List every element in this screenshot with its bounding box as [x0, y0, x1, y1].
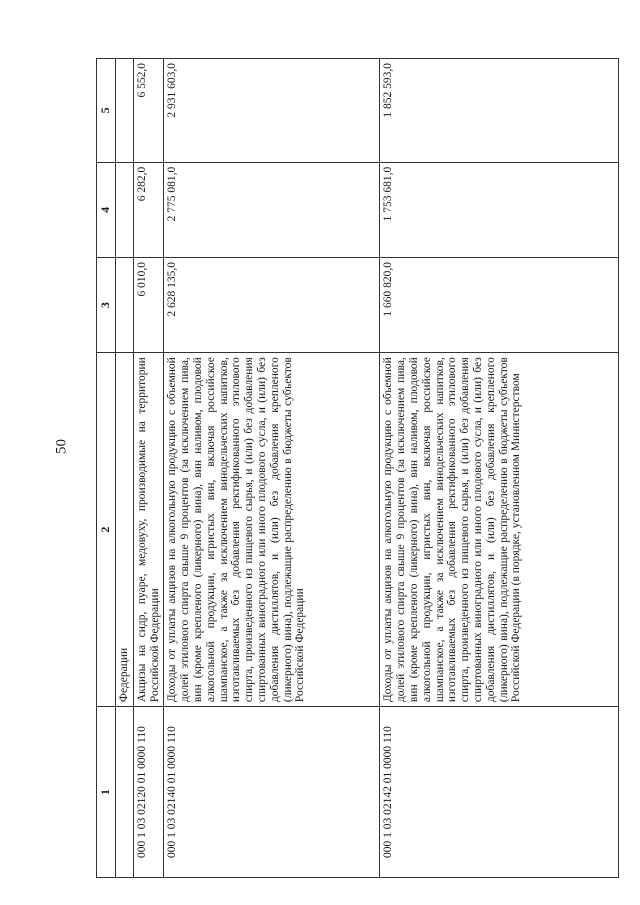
value-cell — [116, 162, 134, 257]
value-col-5: 6 552,0 — [133, 59, 164, 163]
header-col-3: 3 — [97, 257, 116, 352]
budget-code: 000 1 03 02142 01 0000 110 — [380, 707, 619, 878]
revenue-table — [96, 58, 619, 878]
continuation-text: Федерации — [116, 353, 134, 707]
value-cell — [116, 257, 134, 352]
revenue-description: Акцизы на сидр, пуаре, медовуху, производимые на территории Российской Федерации — [133, 353, 164, 707]
budget-code: 000 1 03 02120 01 0000 110 — [133, 707, 164, 878]
value-col-3: 6 010,0 — [133, 257, 164, 352]
value-col-5: 2 931 603,0 — [164, 59, 380, 163]
header-col-5: 5 — [97, 59, 116, 163]
table-row-continuation — [116, 59, 134, 878]
value-col-3: 1 660 820,0 — [380, 257, 619, 352]
table-row — [380, 59, 619, 878]
header-col-1: 1 — [97, 707, 116, 878]
revenue-description: Доходы от уплаты акцизов на алкогольную продукцию с объемной долей этилового спирта свыше 9 процентов (за исключением пива, вин (кроме крепленого (ликерного) вина), вин наливом, плодовой алкогольной продукции, игристых вин, включая российское шампанское, а также за исключением винодельческих напитков, изготавливаемых без добавления ректификованного этилового спирта, произведенного из пищевого сырья, и (или) без добавления спиртованных виноградного или иного плодового сусла, и (или) без добавления дистиллятов, и (или) без добавления крепленого (ликерного) вина), подлежащие распределению в бюджеты субъектов Российской Федерации — [164, 353, 380, 707]
value-col-3: 2 628 135,0 — [164, 257, 380, 352]
value-col-4: 6 282,0 — [133, 162, 164, 257]
value-cell — [116, 59, 134, 163]
header-col-4: 4 — [97, 162, 116, 257]
table-row — [164, 59, 380, 878]
header-col-2: 2 — [97, 353, 116, 707]
rotated-table-wrapper — [96, 58, 619, 878]
budget-code: 000 1 03 02140 01 0000 110 — [164, 707, 380, 878]
table-header-row — [97, 59, 116, 878]
value-col-5: 1 852 593,0 — [380, 59, 619, 163]
revenue-description: Доходы от уплаты акцизов на алкогольную продукцию с объемной долей этилового спирта свыше 9 процентов (за исключением пива, вин (кроме крепленого (ликерного) вина), вин наливом, плодовой алкогольной продукции, игристых вин, включая российское шампанское, а также за исключением винодельческих напитков, изготавливаемых без добавления ректификованного этилового спирта, произведенного из пищевого сырья, и (или) без добавления спиртованных виноградного или иного плодового сусла, и (или) без добавления дистиллятов, и (или) без добавления крепленого (ликерного) вина), подлежащие распределению в бюджеты субъектов Российской Федерации (в порядке, установленном Министерством — [380, 353, 619, 707]
table-row — [133, 59, 164, 878]
value-col-4: 2 775 081,0 — [164, 162, 380, 257]
value-col-4: 1 753 681,0 — [380, 162, 619, 257]
page-number: 50 — [53, 439, 70, 454]
code-cell — [116, 707, 134, 878]
